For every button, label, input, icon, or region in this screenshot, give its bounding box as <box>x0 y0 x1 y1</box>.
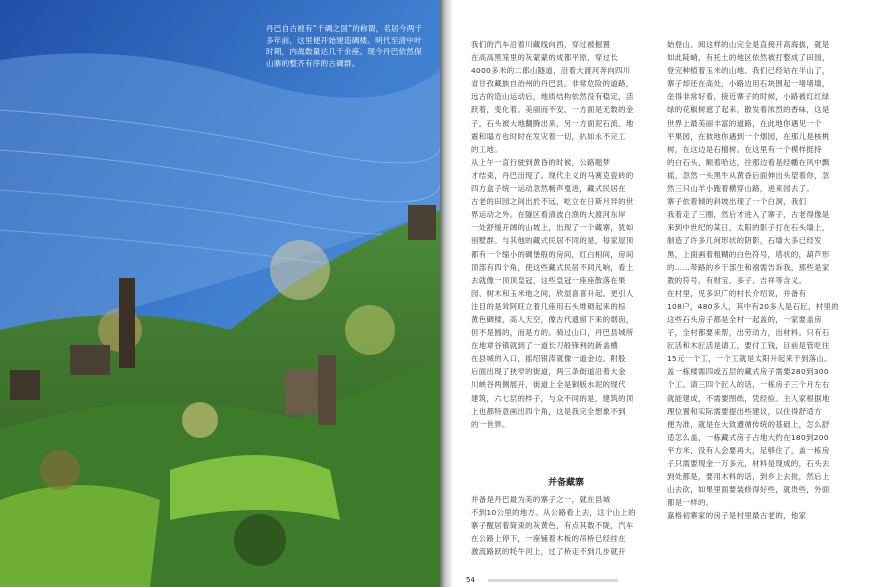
mountain-village-image <box>0 0 440 587</box>
article-column-left: 我们的汽车沿着川藏线向西，穿过被掘置 在高高黑笼里的灰蒙蒙的成都平原，穿过长 4000多米的二郎山隧道，沿着大渡河奔向四川 省甘孜藏族自治州的丹巴县。非常危险的道路， 远古的造山运动后，地质结构依然没有稳定，活 跃着，变化着。美丽而不安，一方面是无数的金 子，石头被大地翻腾出来，另一方面泥石流、地 震和塌方也时时在发灾着一切，扒如永不完工 的工地。 从上午一直行驶到黄昏的时候，公路题梦 才结束，丹巴出现了。现代主义的马赛克瓷砖的 四方盒子统一运动忽然畅声戛进，藏式民居在 古老的田园之间出於不远，屹立在日斯月异的世 界运动之外。在隧区看清波白渔的大渡河东岸 一处舒缓开阔的山坡上，出现了一个藏寨，犹如 别墅群。与其他的藏式民居不同的是，每家屋顶 都有一个缩小的碉堡般的房间，红白相间，房间 顶部有四个角，使这些藏式民居不同凡响，看上 去就像一顶顶皇冠，这些皇冠一座座散落在果 园、树木和玉米地之间，欣湿喜喜升起。更引人 注目的是耸阿旺立着几座用石头堆砌起来的棕 黄色碉楼，高人天空，像古代遗留下来的烟囱， 但不是圆的，而是方的。骑过山口，丹巴县城所 在地章谷镇就到了一道长刀般锋利的新盖横 在县城的入口，摇绍银涛就像一道金边。附股 后面出现了狭窄的街道，两三条街道沿着大金 川峡谷两侧展开，街道上全是铜版水泥的现代 建筑，六七层的样子，与众不同的是，建筑的顶 上也都特意画出四个角，这是我完全想象不到 的一世界。 <box>471 40 634 429</box>
article-column-left-continued: 并备是丹巴最为美的寨子之一，就在县城 不到10公里的地方。从公路看上去，这个山上的 寨子醒居着简束的灰黄色，有点其数不陇，汽车 在公路上停下，一座铺着木板的吊桥已经挂在 激流路跃的牦牛河上，过了桥走不到几步就开 <box>471 495 636 557</box>
footer-rule <box>488 579 618 582</box>
article-column-right: 始登山。阅这样的山完全是直接开高海拔，就是 如此陡峭，有托土的地区依然被打整成了田园， 登完种植着玉米的山地。我们已经站在半山了， 寨子却还在高处，小路边用石块围起一堵堵墙， 垒得非常好看，接近寨子的时候，小路被红红绿 绿的花椒树遮了起来，散发着浓烈的香味，这是 世界上最美丽丰富的道路，在此地你遇见一个 平果园，在彼地你遇到一个烟园，在那儿是核桃 树，在这边是石榴树。在这里有一个模样挺持 的白石头，额着哈达，往那边看是经幡在风中飘 摇，忽然一头黑牛从黄昏后面伸出头望着你，忽 然三只山羊小跑着横穿山路，进来园去了。 寨子依着倾的斜坡出现了一个白洞，我们 我着走了三圈，然后才进入了寨子，古老得像是 来到中世纪的某日，太阳的影子打在石头墙上， 制造了许多几何形状的阴影，石墙大多已经发 黑，上面画着粗糊的白色符号，塔状的，葫芦形 的……带路的乡干部生和禧需告诉我，那些是家 教的符号，有财宝、多子、吉祥等含义。 在村里，见多识广的村长介绍说，并备有 108户，480多人，其中有20多人是石匠，村里的 这些石头房子都是全村一起盖的，一家要盖房 子，全村都要来帮，出劳动力，出材料。只有石 匠活和木匠活是请工，要付工钱，目前是管吃住 15元一个工，一个工就是太阳升起来干到落山。 盖一栋楼需四或五层的藏式房子需要280到300 个工。请三四个匠人的话，一栋房子三个月左右 就能建成，不需要图纸，凭经验。主人家根据地 理位置和实际需要提出些建议，以住得舒适方 便为准，就是在大致遵循传统的基础上，怎么舒 适怎么盖，一栋藏式房子占地大约在180到200 平方米，没有人会要再大，足够住了，盖一栋房 子只需要现金一万多元，材料是现成的，石头去 到处都是，要用木料的话，到乡上去批，然后上 山去砍，如果里面要装修得好些，就贵些，外面 都是一样的。 嘉格初寨家的房子是村里最古老的，他家 <box>667 40 840 521</box>
page-number: 54 <box>466 576 475 584</box>
page-gutter <box>440 0 452 587</box>
section-heading: 并备藏寨 <box>548 478 585 488</box>
photo-caption: 丹巴自古被有“千碉之国”的称谓，名居今两千 多年前，这里便开始建造碉楼。明代至清中叶 时期，内战数量达几千余座。现今丹巴依然保 山寨的整齐有序的古碉群。 <box>266 24 423 68</box>
landscape-photo <box>0 0 440 587</box>
